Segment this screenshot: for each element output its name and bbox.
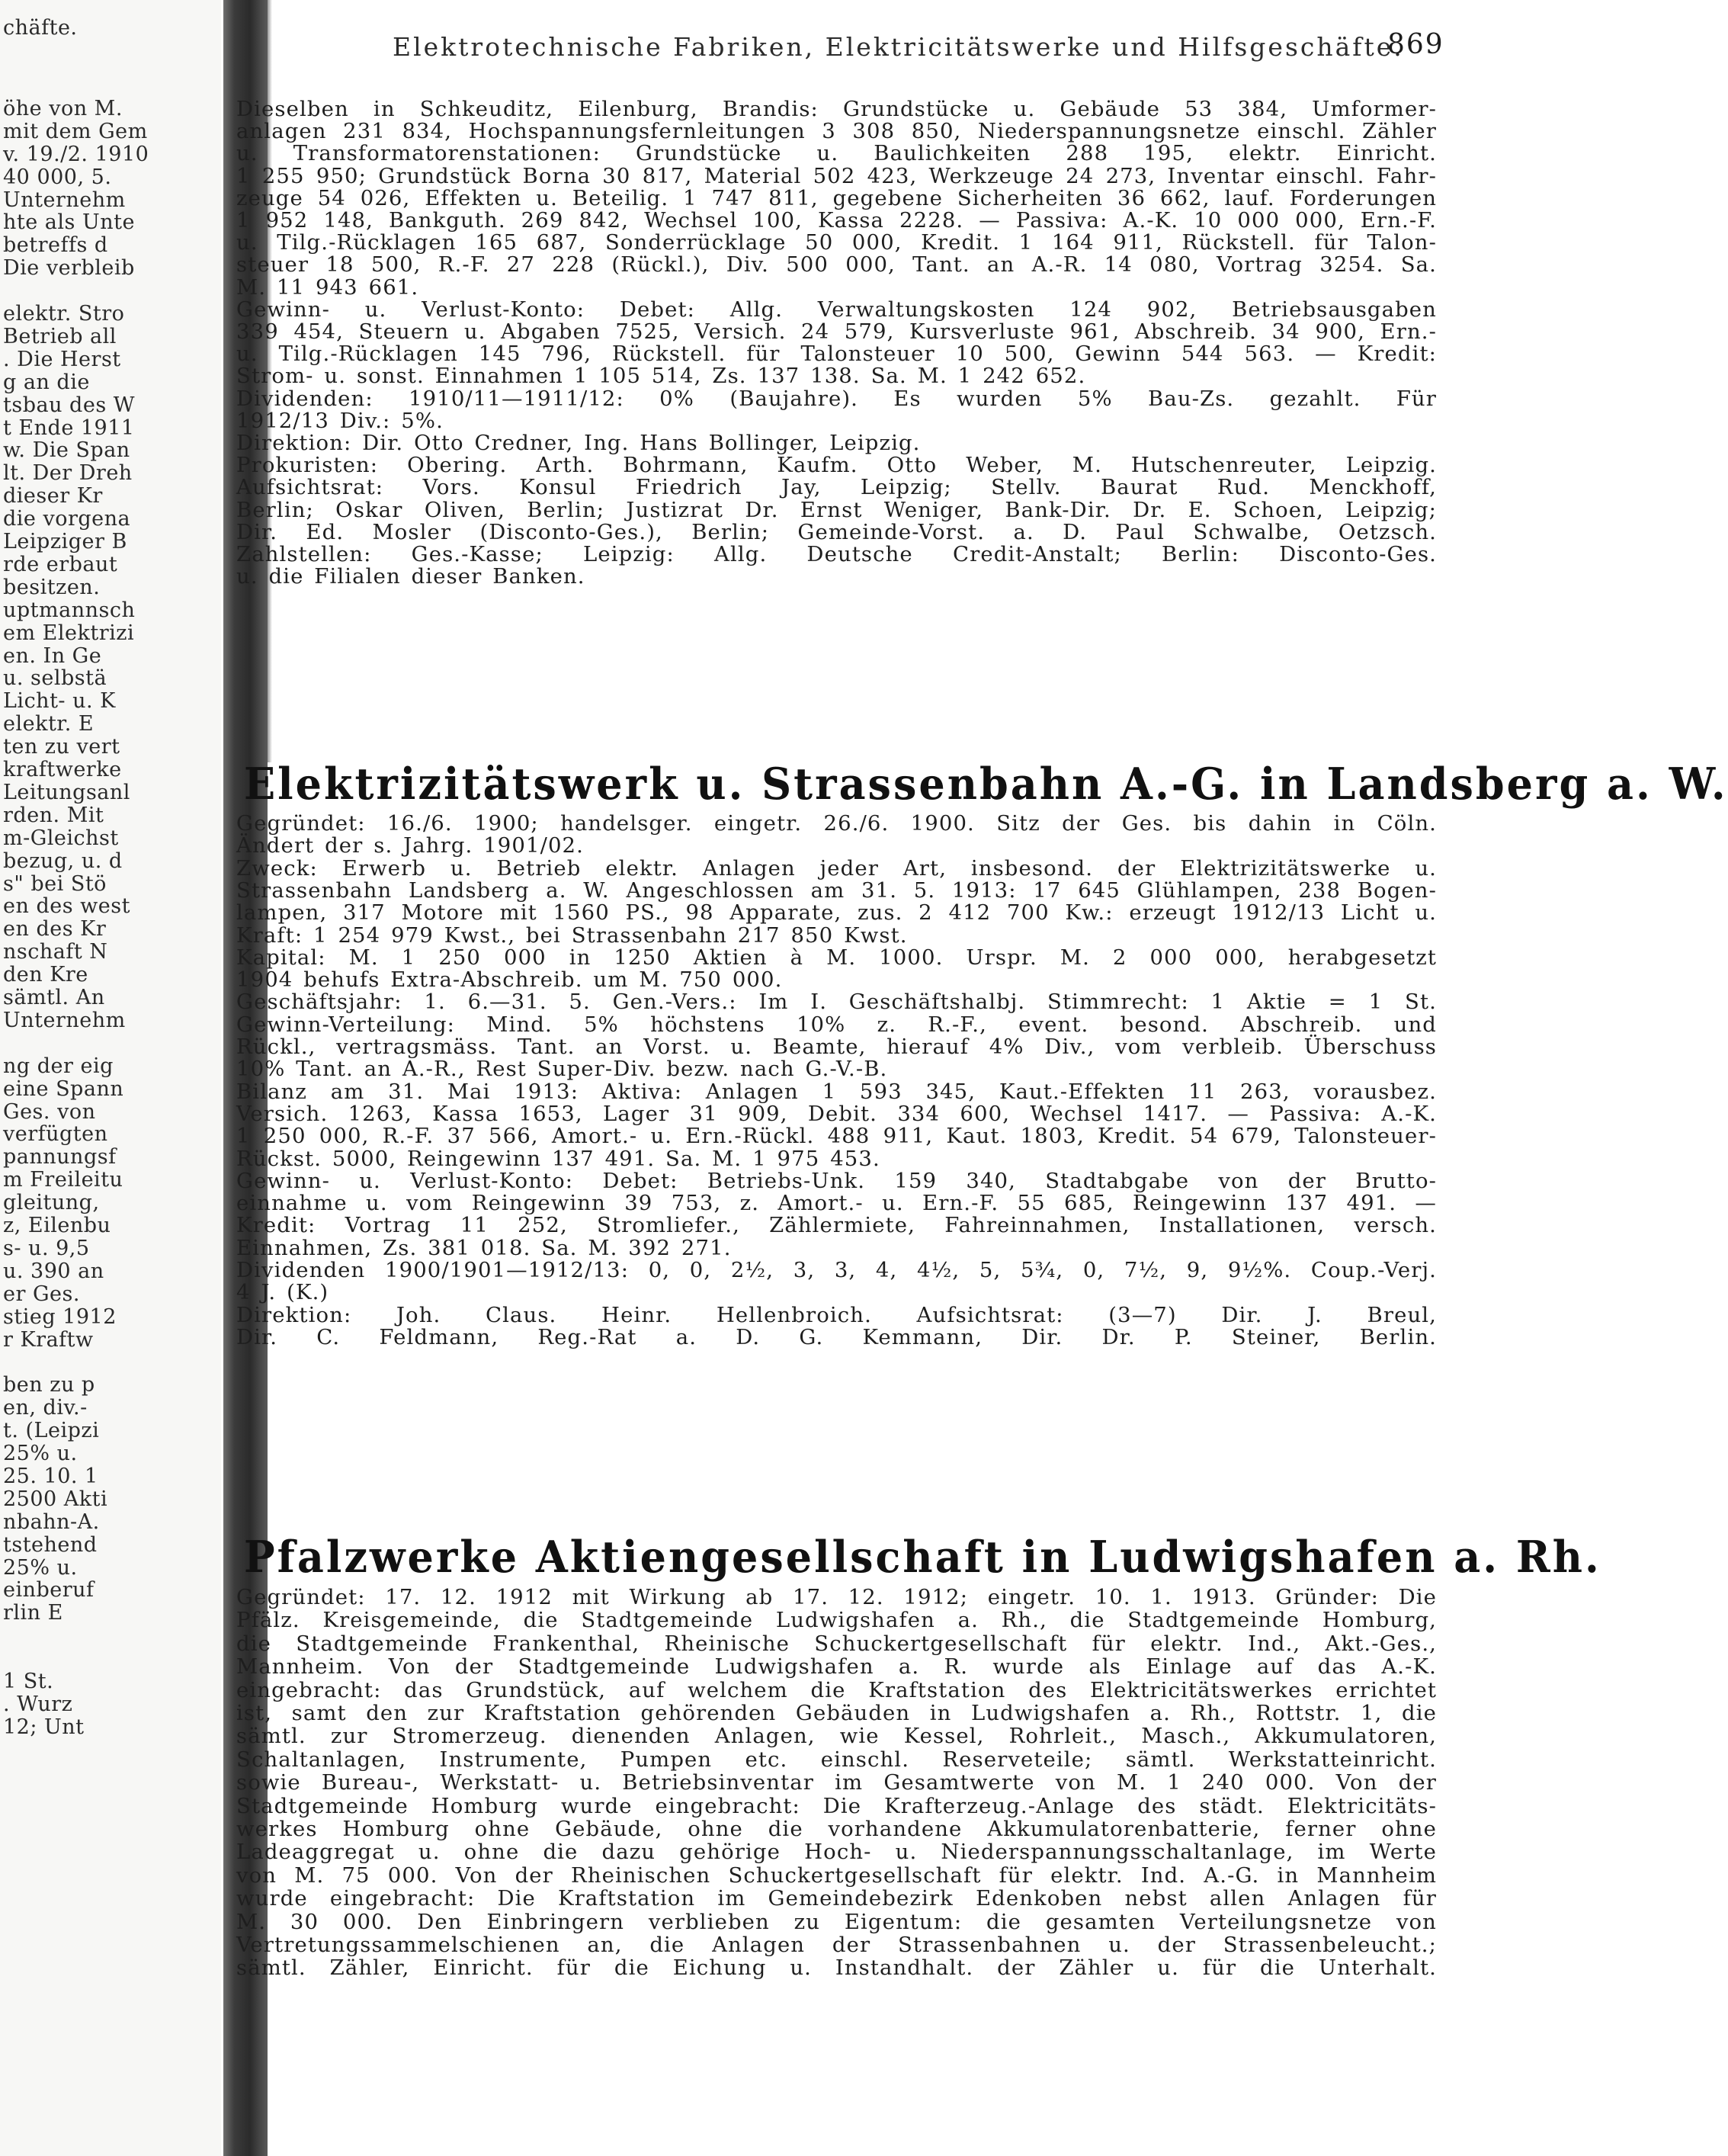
left-fragment-line: t. (Leipzi [3,1419,100,1443]
left-fragment-line: en. In Ge [3,643,102,668]
text-line-upper: Dieselben in Schkeuditz, Eilenburg, Brandis: Grundstücke u. Gebäude 53 384, Umformer- [236,97,1437,121]
left-fragment-line: er Ges. [3,1282,80,1306]
left-fragment-line: 1 St. [3,1670,54,1693]
left-fragment-line: chäfte. [3,16,78,40]
text-line-upper: Aufsichtsrat: Vors. Konsul Friedrich Jay, Leipzig; Stellv. Baurat Rud. Menckhoff, [236,475,1437,500]
left-fragment-line: tstehend [3,1532,98,1557]
text-line-landsberg: Einnahmen, Zs. 381 018. Sa. M. 392 271. [236,1235,732,1260]
text-line-pfalzwerke: Pfälz. Kreisgemeinde, die Stadtgemeinde Ludwigshafen a. Rh., die Stadtgemeinde Homburg, [236,1608,1437,1633]
text-line-landsberg: Gewinn- u. Verlust-Konto: Debet: Betriebs-Unk. 159 340, Stadtabgabe von der Brutto- [236,1168,1437,1193]
left-fragment-line: u. 390 an [3,1259,104,1283]
left-fragment-line: 25% u. [3,1442,78,1465]
text-line-pfalzwerke: Mannheim. Von der Stadtgemeinde Ludwigshafen a. R. wurde als Einlage auf das A.-K. [236,1654,1437,1680]
left-fragment-line: r Kraftw [3,1327,94,1352]
left-fragment-line: . Wurz [3,1692,73,1716]
left-fragment-line: kraftwerke [3,758,122,781]
text-line-landsberg: Direktion: Joh. Claus. Heinr. Hellenbroich. Aufsichtsrat: (3—7) Dir. J. Breul, [236,1302,1437,1327]
text-line-pfalzwerke: Gegründet: 17. 12. 1912 mit Wirkung ab 17. 12. 1912; eingetr. 10. 1. 1913. Gründer: Die [236,1585,1437,1609]
left-fragment-line: die vorgena [3,507,131,531]
text-line-upper: 1912/13 Div.: 5%. [236,408,444,433]
left-fragment-line: Licht- u. K [3,689,116,714]
text-line-upper: Dividenden: 1910/11—1911/12: 0% (Baujahre). Es wurden 5% Bau-Zs. gezahlt. Für [236,386,1437,411]
left-fragment-line: lt. Der Dreh [3,461,133,486]
text-line-pfalzwerke: sämtl. Zähler, Einricht. für die Eichung u. Instandhalt. der Zähler u. für die Unterhalt. [236,1955,1437,1981]
left-fragment-line: 2500 Akti [3,1487,108,1511]
text-line-landsberg: 1904 behufs Extra-Abschreib. um M. 750 000. [236,967,783,993]
text-line-landsberg: Kredit: Vortrag 11 252, Stromliefer., Zählermiete, Fahreinnahmen, Installationen, versch. [236,1213,1437,1238]
left-fragment-line: uptmannsch [3,598,136,622]
text-line-landsberg: Kapital: M. 1 250 000 in 1250 Aktien à M. 1000. Urspr. M. 2 000 000, herabgesetzt [236,945,1437,970]
left-fragment-line: nschaft N [3,940,108,964]
section-heading-pfalzwerke: Pfalzwerke Aktiengesellschaft in Ludwigshafen a. Rh. [244,1531,1601,1583]
text-line-pfalzwerke: Schaltanlagen, Instrumente, Pumpen etc. einschl. Reserveteile; sämtl. Werkstatteinricht. [236,1747,1437,1772]
text-line-upper: anlagen 231 834, Hochspannungsfernleitungen 3 308 850, Niederspannungsnetze einschl. Zähler [236,119,1437,144]
left-fragment-line: elektr. Stro [3,302,125,326]
text-line-landsberg: 4 J. (K.) [236,1280,329,1305]
text-line-pfalzwerke: werkes Homburg ohne Gebäude, ohne die vorhandene Akkumulatorenbatterie, ferner ohne [236,1817,1437,1841]
left-fragment-line: s" bei Stö [3,871,107,896]
left-fragment-line: nbahn-A. [3,1510,100,1534]
text-line-upper: Prokuristen: Obering. Arth. Bohrmann, Kaufm. Otto Weber, M. Hutschenreuter, Leipzig. [236,453,1437,478]
left-fragment-line: gleitung, [3,1191,100,1215]
left-fragment-line: besitzen. [3,575,101,599]
left-fragment-line: en, div.- [3,1396,88,1420]
left-fragment-line: 25. 10. 1 [3,1464,98,1488]
text-line-upper: 1 952 148, Bankguth. 269 842, Wechsel 100, Kassa 2228. — Passiva: A.-K. 10 000 000, Ern.-F. [236,208,1437,233]
left-fragment-line: m Freileitu [3,1168,123,1192]
section-heading-landsberg: Elektrizitätswerk u. Strassenbahn A.-G. in Landsberg a. W. [244,758,1728,810]
text-line-landsberg: Dir. C. Feldmann, Reg.-Rat a. D. G. Kemmann, Dir. Dr. P. Steiner, Berlin. [236,1324,1437,1349]
text-line-landsberg: Geschäftsjahr: 1. 6.—31. 5. Gen.-Vers.: Im I. Geschäftshalbj. Stimmrecht: 1 Aktie = 1 St. [236,990,1437,1015]
left-fragment-line: 40 000, 5. [3,165,112,189]
left-fragment-line: eine Spann [3,1076,124,1101]
text-line-landsberg: Rückst. 5000, Reingewinn 137 491. Sa. M. 1 975 453. [236,1146,880,1171]
running-head: Elektrotechnische Fabriken, Elektricitätswerke und Hilfsgeschäfte. [393,32,1404,62]
text-line-pfalzwerke: ist, samt den zur Kraftstation gehörenden Gebäuden in Ludwigshafen a. Rh., Rottstr. 1, die [236,1701,1437,1725]
text-line-upper: Strom- u. sonst. Einnahmen 1 105 514, Zs. 137 138. Sa. M. 1 242 652. [236,364,1086,389]
left-fragment-line: t Ende 1911 [3,415,135,440]
left-fragment-line: verfügten [3,1122,108,1147]
left-fragment-line: sämtl. An [3,986,105,1009]
text-line-landsberg: lampen, 317 Motore mit 1560 PS., 98 Apparate, zus. 2 412 700 Kw.: erzeugt 1912/13 Licht u. [236,900,1437,926]
text-line-upper: Berlin; Oskar Oliven, Berlin; Justizrat Dr. Ernst Weniger, Bank-Dir. Dr. E. Schoen, Leipzig; [236,497,1437,522]
text-line-landsberg: Bilanz am 31. Mai 1913: Aktiva: Anlagen 1 593 345, Kaut.-Effekten 11 263, vorausbez. [236,1079,1437,1104]
left-fragment-line: tsbau des W [3,393,136,417]
text-line-landsberg: Dividenden 1900/1901—1912/13: 0, 0, 2½, 3, 3, 4, 4½, 5, 5¾, 0, 7½, 9, 9½%. Coup.-Verj. [236,1258,1437,1282]
left-fragment-line: Die verbleib [3,256,135,281]
text-line-pfalzwerke: sowie Bureau-, Werkstatt- u. Betriebsinventar im Gesamtwerte von M. 1 240 000. Von der [236,1770,1437,1795]
text-line-pfalzwerke: sämtl. zur Stromerzeug. dienenden Anlagen, wie Kessel, Rohrleit., Masch., Akkumulatoren, [236,1724,1437,1749]
text-line-landsberg: 1 250 000, R.-F. 37 566, Amort.- u. Ern.-Rückl. 488 911, Kaut. 1803, Kredit. 54 679, Talonsteuer- [236,1124,1437,1149]
text-line-upper: M. 11 943 661. [236,274,419,300]
left-fragment-line: Ges. von [3,1099,96,1124]
text-line-pfalzwerke: die Stadtgemeinde Frankenthal, Rheinische Schuckertgesellschaft für elektr. Ind., Akt.-Ges., [236,1631,1437,1656]
text-line-upper: 339 454, Steuern u. Abgaben 7525, Versich. 24 579, Kursverluste 961, Abschreib. 34 900, Ern.- [236,319,1437,344]
text-line-upper: 1 255 950; Grundstück Borna 30 817, Material 502 423, Werkzeuge 24 273, Inventar einschl. Fahr- [236,163,1437,188]
text-line-upper: Dir. Ed. Mosler (Disconto-Ges.), Berlin; Gemeinde-Vorst. a. D. Paul Schwalbe, Oetzsch. [236,519,1437,544]
text-line-pfalzwerke: wurde eingebracht: Die Kraftstation im Gemeindebezirk Edenkoben nebst allen Anlagen für [236,1886,1437,1911]
text-line-landsberg: Kraft: 1 254 979 Kwst., bei Strassenbahn 217 850 Kwst. [236,922,908,948]
text-line-landsberg: 10% Tant. an A.-R., Rest Super-Div. bezw. nach G.-V.-B. [236,1057,888,1082]
left-fragment-line: en des Kr [3,917,107,942]
left-fragment-line: em Elektrizi [3,621,135,645]
left-fragment-line: v. 19./2. 1910 [3,142,149,166]
text-line-landsberg: Gegründet: 16./6. 1900; handelsger. eingetr. 26./6. 1900. Sitz der Ges. bis dahin in Cöln. [236,811,1437,836]
text-line-upper: Zahlstellen: Ges.-Kasse; Leipzig: Allg. Deutsche Credit-Anstalt; Berlin: Disconto-Ges. [236,542,1437,566]
left-fragment-line: Betrieb all [3,324,117,348]
left-fragment-line: u. selbstä [3,666,107,691]
left-fragment-line: m-Gleichst [3,826,119,850]
text-line-pfalzwerke: M. 30 000. Den Einbringern verblieben zu Eigentum: die gesamten Verteilungsnetze von [236,1909,1437,1934]
text-line-landsberg: Rückl., vertragsmäss. Tant. an Vorst. u. Beamte, hierauf 4% Div., vom verbleib. Überschuss [236,1035,1437,1059]
text-line-upper: u. Tilg.-Rücklagen 145 796, Rückstell. für Talonsteuer 10 500, Gewinn 544 563. — Kredit: [236,342,1437,367]
text-line-upper: Direktion: Dir. Otto Credner, Ing. Hans Bollinger, Leipzig. [236,431,921,455]
text-line-upper: steuer 18 500, R.-F. 27 228 (Rückl.), Div. 500 000, Tant. an A.-R. 14 080, Vortrag 3254. Sa. [236,252,1437,278]
text-line-landsberg: Zweck: Erwerb u. Betrieb elektr. Anlagen jeder Art, insbesond. der Elektrizitätswerke u. [236,855,1437,881]
left-fragment-line: s- u. 9,5 [3,1236,90,1260]
left-fragment-line: einberuf [3,1578,95,1603]
left-fragment-line: rlin E [3,1601,63,1625]
text-line-landsberg: Versich. 1263, Kassa 1653, Lager 31 909, Debit. 334 600, Wechsel 1417. — Passiva: A.-K. [236,1101,1437,1126]
left-fragment-line: ng der eig [3,1054,114,1078]
text-line-pfalzwerke: Stadtgemeinde Homburg wurde eingebracht: Die Krafterzeug.-Anlage des städt. Elektricitäts- [236,1793,1437,1818]
text-line-pfalzwerke: Vertretungssammelschienen an, die Anlagen der Strassenbahnen u. der Strassenbeleucht.; [236,1933,1437,1957]
left-fragment-line: mit dem Gem [3,119,148,143]
text-line-upper: zeuge 54 026, Effekten u. Beteilig. 1 747 811, gegebene Sicherheiten 36 662, lauf. Forderungen [236,185,1437,210]
text-line-landsberg: Strassenbahn Landsberg a. W. Angeschlossen am 31. 5. 1913: 17 645 Glühlampen, 238 Bogen- [236,877,1437,903]
text-line-landsberg: Ändert der s. Jahrg. 1901/02. [236,833,584,858]
left-fragment-line: ben zu p [3,1373,95,1397]
text-line-upper: Gewinn- u. Verlust-Konto: Debet: Allg. Verwaltungskosten 124 902, Betriebsausgaben [236,297,1437,322]
text-line-upper: u. die Filialen dieser Banken. [236,564,585,589]
text-line-upper: u. Tilg.-Rücklagen 165 687, Sonderrücklage 50 000, Kredit. 1 164 911, Rückstell. für Talon- [236,230,1437,255]
right-page [236,0,1728,2156]
text-line-upper: u. Transformatorenstationen: Grundstücke u. Baulichkeiten 288 195, elektr. Einricht. [236,141,1437,166]
left-fragment-line: 25% u. [3,1555,78,1580]
left-fragment-line: . Die Herst [3,347,121,371]
left-fragment-line: Leipziger B [3,530,127,553]
left-fragment-line: 12; Unt [3,1715,85,1739]
left-fragment-line: betreffs d [3,233,108,258]
text-line-pfalzwerke: von M. 75 000. Von der Rheinischen Schuckertgesellschaft für elektr. Ind. A.-G. in Mannheim [236,1862,1437,1888]
left-fragment-line: Unternehm [3,188,126,212]
text-line-pfalzwerke: eingebracht: das Grundstück, auf welchem die Kraftstation des Elektricitätswerkes errichtet [236,1677,1437,1702]
left-fragment-line: öhe von M. [3,96,123,120]
left-fragment-line: z, Eilenbu [3,1214,111,1237]
left-fragment-line: g an die [3,370,90,394]
left-fragment-line: hte als Unte [3,210,135,235]
left-fragment-line: stieg 1912 [3,1304,117,1329]
left-fragment-line: ten zu vert [3,735,120,759]
left-fragment-line: bezug, u. d [3,849,123,873]
left-fragment-line: rde erbaut [3,552,118,576]
text-line-landsberg: Gewinn-Verteilung: Mind. 5% höchstens 10% z. R.-F., event. besond. Abschreib. und [236,1012,1437,1037]
text-line-landsberg: einnahme u. vom Reingewinn 39 753, z. Amort.- u. Ern.-F. 55 685, Reingewinn 137 491. — [236,1191,1437,1216]
left-fragment-line: Unternehm [3,1008,126,1032]
left-fragment-line: Leitungsanl [3,780,130,804]
left-fragment-line: en des west [3,894,130,919]
left-fragment-line: pannungsf [3,1145,117,1169]
left-fragment-line: elektr. E [3,712,95,736]
left-page-fragment [0,0,221,2156]
page-number: 869 [1387,29,1444,60]
left-fragment-line: w. Die Span [3,438,130,463]
left-fragment-line: dieser Kr [3,484,103,509]
left-fragment-line: den Kre [3,963,88,987]
text-line-pfalzwerke: Ladeaggregat u. ohne die dazu gehörige Hoch- u. Niederspannungsschaltanlage, im Werte [236,1840,1437,1865]
left-fragment-line: rden. Mit [3,803,104,827]
